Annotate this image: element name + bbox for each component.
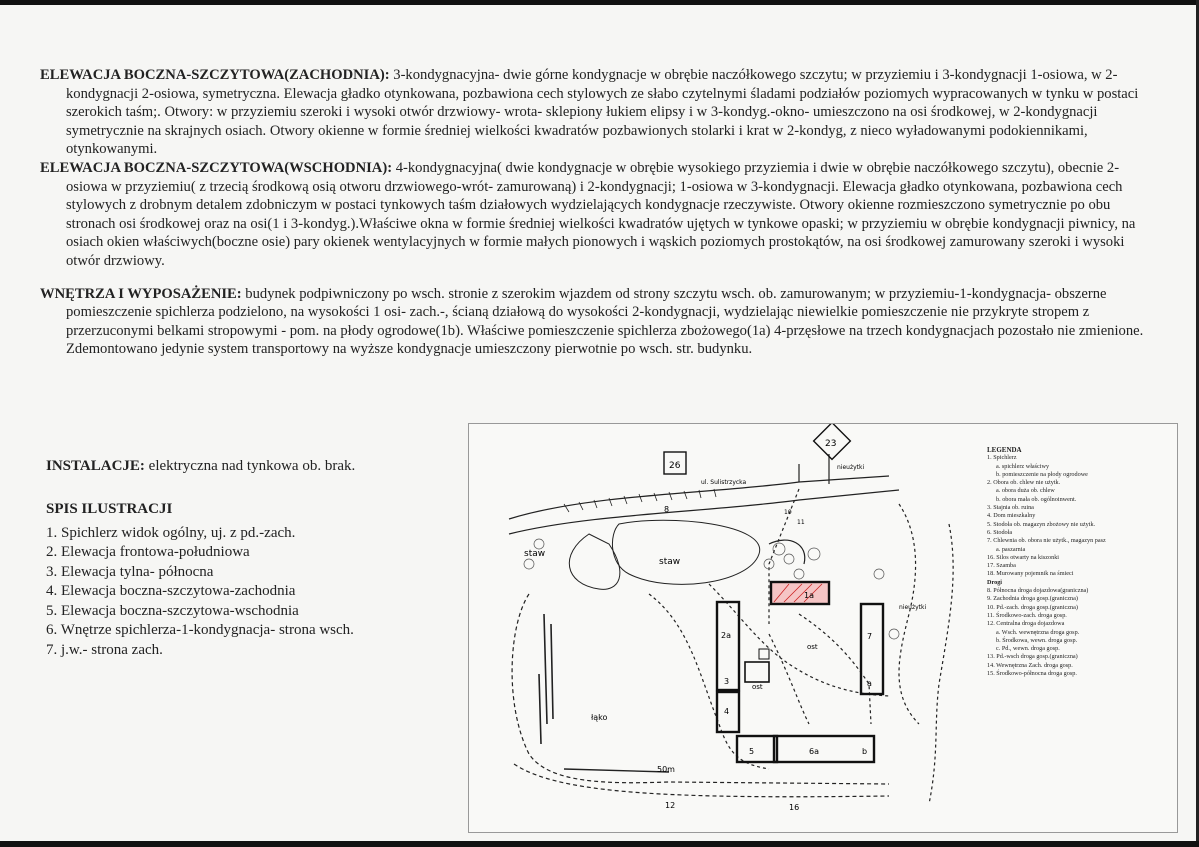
legend-line: 15. Środkowo-północna droga gosp. [987,670,1077,678]
section-heading: INSTALACJE: [46,458,145,474]
section-heading: WNĘTRZA I WYPOSAŻENIE: [40,285,242,302]
map-label-staw1: staw [524,549,546,559]
map-label-ost2: ost [752,683,763,691]
legend-line: 10. Pd.-zach. droga gosp.(graniczna) [987,603,1078,611]
legend-title: LEGENDA [987,446,1022,454]
legend-line: 11. Środkowo-zach. droga gosp. [987,611,1067,619]
legend-line: 9. Zachodnia droga gosp.(graniczna) [987,595,1078,603]
map-label-7: 7 [867,632,873,641]
legend-line: 12. Centralna droga dojazdowa [987,620,1065,628]
section-body: 3-kondygnacyjna- dwie górne kondygnacje w obrębie naczółkowego szczytu; w przyziemiu i 3-kondygnacji 1-osiowa, w 2-kondygnacji 2-osiowa, symetryczna. Elewacja gładko otynkowana, pozbawiona cech stylowych ze słabo czytelnymi śladami podziałów poziomych wypracowanych w tynku w postaci szerokich taśm;. Otwory: w przyziemiu szeroki i wysoki otwór drzwiowy- wrota- sklepiony łukiem elipsy i w 3-kondyg.-okno- umieszczono na osi środkowej, w 2-kondygnacji symetrycznie na skrajnych osiach. Otwory okienne w formie średniej wielkości kwadratów pozbawionych stolarki i krat w 2-kondyg, z nieco wyładowanymi podokiennikami, otynkowanymi. [66,67,1139,158]
map-label-8: 8 [664,505,670,514]
site-plan [468,423,1178,833]
section-wnetrza [40,285,1150,359]
legend-line: 2. Obora ob. chlew nie użytk. [987,479,1061,487]
legend-line: 6. Stodoła [987,528,1013,536]
illustration-item: 6. Wnętrze spichlerza-1-kondygnacja- strona wsch. [46,622,354,638]
illustration-item: 3. Elewacja tylna- północna [46,563,214,580]
illustration-list [46,500,354,660]
scan-edge-top [0,0,1199,5]
map-label-6b: b [862,747,868,756]
illustration-items [46,524,354,661]
section-wschodnia [40,159,1150,271]
map-label-7a: a [867,679,872,688]
legend-line: 16. Silos otwarty na kiszonki [987,553,1060,561]
map-label-16: 16 [789,803,800,812]
illustration-list-heading: SPIS ILUSTRACJI [46,501,173,517]
section-heading: ELEWACJA BOCZNA-SZCZYTOWA(ZACHODNIA): [40,67,390,83]
legend-line: 7. Chlewnia ob. obora nie użytk., magazyn pasz [987,537,1106,545]
section-body: budynek podpiwniczony po wsch. stronie z szerokim wjazdem od strony szczytu wsch. ob. zamurowanym; w przyziemiu-1-kondygnacja- obszerne pomieszczenie spichlerza podzielono, na wysokości 1 osi- zach.-, ścianą działową do wysokości 2-kondygnacji, wydzielając niewielkie pomieszczenie nie przykryte stropem z przerzuconymi belkami stropowymi - pom. na płody ogrodowe(1b). Właściwe pomieszczenie spichlerza zbożowego(1a) 4-przęsłowe na trzech kondygnacjach pozostało nie zmienione. Zdemontowano jedynie system transportowy na wyższe kondygnacje umieszczony pierwotnie po wsch. str. budynku. [66,285,1144,358]
legend-line: b. obora mała ob. ogólnoinwent. [996,495,1077,503]
legend-line: 1. Spichlerz [987,454,1017,462]
map-label-2a: 2a [721,631,731,640]
legend-line: a. Wsch. wewnętrzna droga gosp. [996,628,1080,636]
legend-line: a. obora duża ob. chlew [996,487,1055,495]
scan-edge-bottom [0,841,1199,847]
map-scale: 50m [657,765,675,774]
legend-line: a. paszarnia [996,545,1026,553]
map-label-10: 10 [784,509,792,516]
main-text [40,66,1150,359]
map-label-staw2: staw [659,557,681,567]
legend-line: a. spichlerz właściwy [996,462,1050,470]
map-label-11: 11 [797,519,805,526]
legend-line: 17. Szamba [987,562,1016,570]
map-label-12: 12 [665,801,676,810]
site-plan-legend [987,446,1167,678]
map-label-23: 23 [825,439,837,449]
legend-line: c. Pd., wewn. droga gosp. [996,645,1060,653]
section-instalacje [46,458,355,475]
legend-line: 8. Północna droga dojazdowa(graniczna) [987,587,1089,595]
legend-line: 18. Murowany pojemnik na śmieci [987,570,1074,578]
section-heading: ELEWACJA BOCZNA-SZCZYTOWA(WSCHODNIA): [40,159,393,176]
map-label-road: ul. Sulistrzycka [701,479,747,486]
map-label-nieuzytki1: nieużytki [837,464,865,471]
legend-line: 13. Pd.-wsch droga gosp.(graniczna) [987,653,1078,661]
map-label-1a: 1a [804,591,814,600]
map-label-nieuzytki2: nieużytki [899,604,927,611]
legend-line: 5. Stodoła ob. magazyn zbożowy nie użytk. [987,520,1096,528]
illustration-item: 5. Elewacja boczna-szczytowa-wschodnia [46,602,299,619]
legend-line: b. Środkowa, wewn. droga gosp. [996,636,1078,644]
legend-lines [987,454,1167,678]
illustration-item: 1. Spichlerz widok ogólny, uj. z pd.-zach. [46,524,296,541]
section-body: 4-kondygnacyjna( dwie kondygnacje w obrębie wysokiego przyziemia i dwie w obrębie naczółkowego szczytu), obecnie 2-osiowa w przyziemiu( z trzecią środkową osią otworu drzwiowego-wrót- zamurowaną) i 2-kondygnacji; 1-osiowa w 3-kondygnacji. Elewacja gładko otynkowana, pozbawiona cech stylowych z drobnym detalem zdobniczym w postaci tynkowych taśm działowych wydzielających kondygnacje rzeczywiste. Otwory okienne rozmieszczono symetrycznie po obu stronach osi środkowej oraz na osi(1 i 3-kondyg.).Właściwe okna w formie średniej wielkości kwadratów ujętych w tynkowe opaski; w przyziemiu w obrębie kondygnacji piwnicy, na osiach okien właściwych(boczne osie) pary okienek wentylacyjnych w formie małych pionowych i wąskich poziomych prostokątów, na osi środkowej zamurowany szeroki i wysoki otwór drzwiowy. [66,159,1136,269]
map-label-lako: łąko [591,713,608,722]
legend-line: 14. Wewnętrzna Zach. droga gosp. [987,661,1073,669]
map-label-6a: 6a [809,747,819,756]
map-label-5: 5 [749,747,755,756]
map-label-3: 3 [724,677,730,686]
section-body: elektryczna nad tynkowa ob. brak. [144,458,356,474]
legend-line: 3. Stajnia ob. ruina [987,504,1034,512]
illustration-item: 7. j.w.- strona zach. [46,641,163,658]
illustration-item: 2. Elewacja frontowa-południowa [46,544,250,560]
illustration-item: 4. Elewacja boczna-szczytowa-zachodnia [46,583,296,599]
map-label-4: 4 [724,707,730,716]
map-label-26: 26 [669,461,681,471]
section-zachodnia [40,66,1150,159]
map-label-ost: ost [807,643,818,651]
legend-line: 4. Dom mieszkalny [987,512,1036,520]
legend-line: b. pomieszczenie na płody ogrodowe [996,470,1088,478]
legend-line: Drogi [987,578,1003,586]
